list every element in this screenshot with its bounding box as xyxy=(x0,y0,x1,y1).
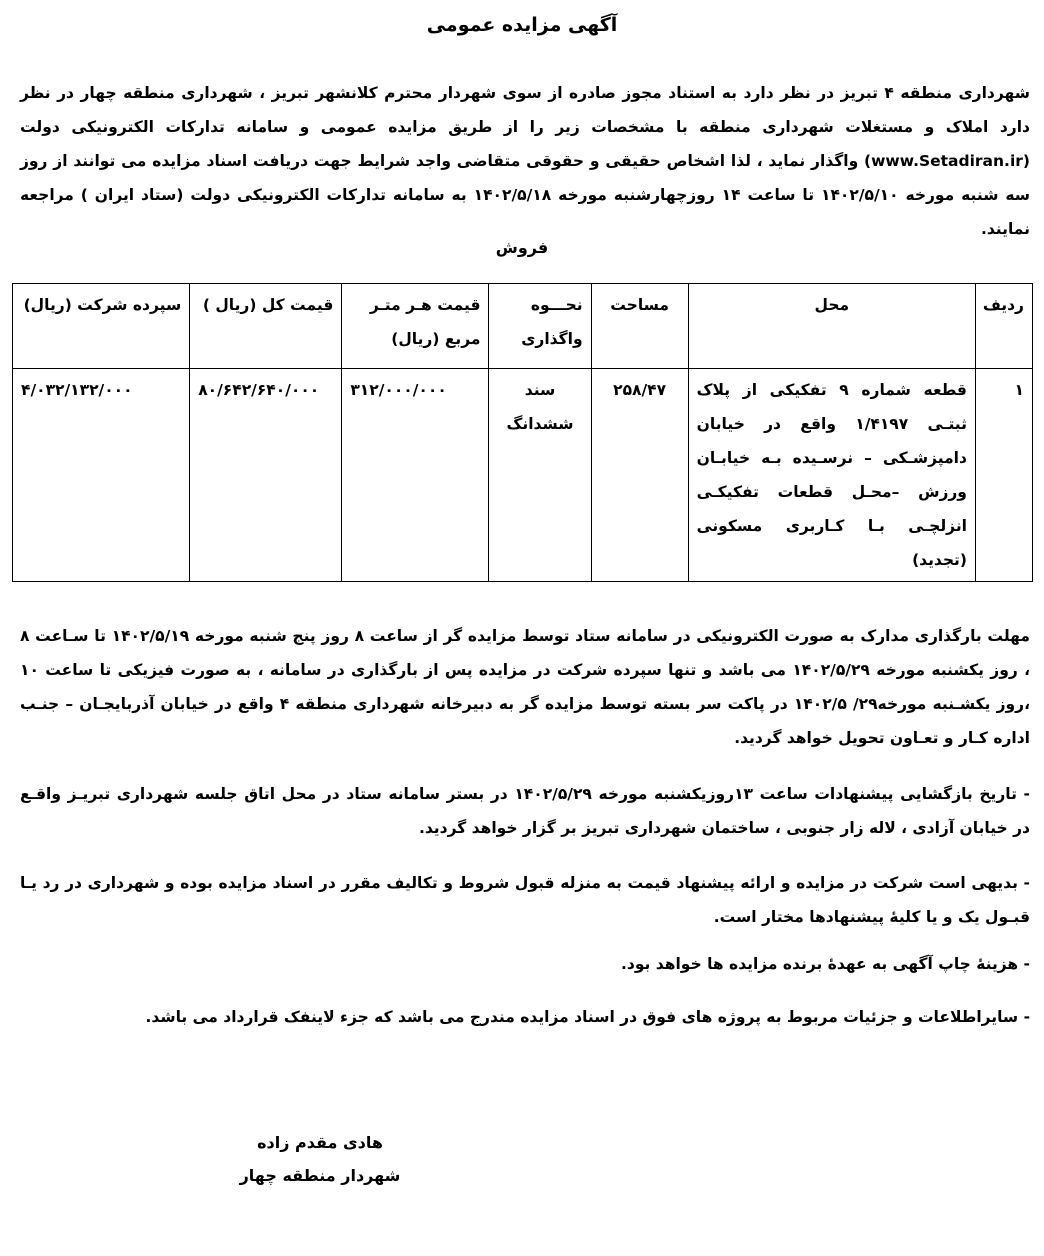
opening-date-paragraph: - تاریخ بازگشایی پیشنهادات ساعت ۱۳روزیکشنبه مورخه ۱۴۰۲/۵/۲۹ در بستر سامانه ستاد در محل اتاق جلسه شهرداری تبریـز واقـع در خیابان آزادی ، لاله زار جنوبی ، ساختمان شهرداری تبریز بر گزار خواهد گردید. xyxy=(20,785,1030,837)
header-price-per-m2: قیمت هـر متـر مربع (ریال) xyxy=(342,284,489,369)
header-row-number: ردیف xyxy=(975,284,1032,369)
cell-transfer-mode: سند ششدانگ xyxy=(489,369,591,582)
signature-name: هادی مقدم زاده xyxy=(257,1133,383,1152)
cell-deposit: ۴/۰۳۲/۱۳۲/۰۰۰ xyxy=(13,369,190,582)
cell-total-price: ۸۰/۶۴۲/۶۴۰/۰۰۰ xyxy=(190,369,342,582)
intro-paragraph: شهرداری منطقه ۴ تبریز در نظر دارد به استناد مجوز صادره از سوی شهردار محترم کلانشهر تبریز ، شهرداری منطقه چهار در نظر دارد املاک و مستغلات شهرداری منطقه با مشخصات زیر را از طریق مزایده عمومی و سامانه تدارکات الکترونیکی دولت (www.Setadiran.ir) واگذار نماید ، لذا اشخاص حقیقی و حقوقی متقاضی واجد شرایط جهت دریافت اسناد مزایده می توانند از روز سه شنبه مورخه ۱۴۰۲/۵/۱۰ تا ساعت ۱۴ روزچهارشنبه مورخه ۱۴۰۲/۵/۱۸ به سامانه تدارکات الکترونیکی دولت (ستاد ایران ) مراجعه نمایند. xyxy=(20,84,1031,238)
upload-deadline-paragraph: مهلت بارگذاری مدارک به صورت الکترونیکی در سامانه ستاد توسط مزایده گر از ساعت ۸ روز پنج شنبه مورخه ۱۴۰۲/۵/۱۹ تا سـاعت ۸ ، روز یکشنبه مورخه ۱۴۰۲/۵/۲۹ می باشد و تنها سپرده شرکت در مزایده پس از بارگذاری در سامانه ، به صورت فیزیکی تا ساعت ۱۰ ،روز یکشـنبه مورخه۲۹/ ۱۴۰۲/۵ در پاکت سر بسته توسط مزایده گر به دبیرخانه شهرداری منطقه ۴ واقع در خیابان آذربایجـان – جنـب اداره کـار و تعـاون تحویل خواهد گردید. xyxy=(20,627,1030,747)
header-deposit: سپرده شرکت (ریال) xyxy=(13,284,190,369)
cell-location: قطعه شماره ۹ تفکیکی از پلاک ثبتـی ۱/۴۱۹۷ واقع در خیابان دامپزشـکی – نرسـیده بـه خیابـان ورزش –محـل قطعات تفکیکـی انزلچـی بـا کـاربری مسکونی (تجدید) xyxy=(688,369,975,582)
header-transfer-mode: نحـــوه واگذاری xyxy=(489,284,591,369)
cell-area: ۲۵۸/۴۷ xyxy=(591,369,688,582)
cell-price-per-m2: ۳۱۲/۰۰۰/۰۰۰ xyxy=(342,369,489,582)
terms-paragraph: - بدیهی است شرکت در مزایده و ارائه پیشنهاد قیمت به منزله قبول شروط و تکالیف مقرر در اسناد مزایده بوده و شهرداری در رد یـا قبـول یک و یا کلیهٔ پیشنهادها مختار است. xyxy=(20,874,1030,926)
page-title: آگهی مزایده عمومی xyxy=(426,14,618,36)
table-row xyxy=(13,369,1033,582)
header-location: محل xyxy=(688,284,975,369)
details-paragraph: - سایراطلاعات و جزئیات مربوط به پروژه های فوق در اسناد مزایده مندرج می باشد که جزء لاینفک قرارداد می باشد. xyxy=(145,1008,1030,1026)
table-header-row xyxy=(13,284,1033,369)
auction-items-table xyxy=(12,283,1033,582)
header-area: مساحت xyxy=(591,284,688,369)
signature-title: شهردار منطقه چهار xyxy=(239,1166,401,1185)
sale-label: فروش xyxy=(495,238,549,257)
header-total-price: قیمت کل (ریال ) xyxy=(190,284,342,369)
cost-paragraph: - هزینهٔ چاپ آگهی به عهدهٔ برنده مزایده ها خواهد بود. xyxy=(621,955,1030,973)
cell-row-number: ۱ xyxy=(975,369,1032,582)
